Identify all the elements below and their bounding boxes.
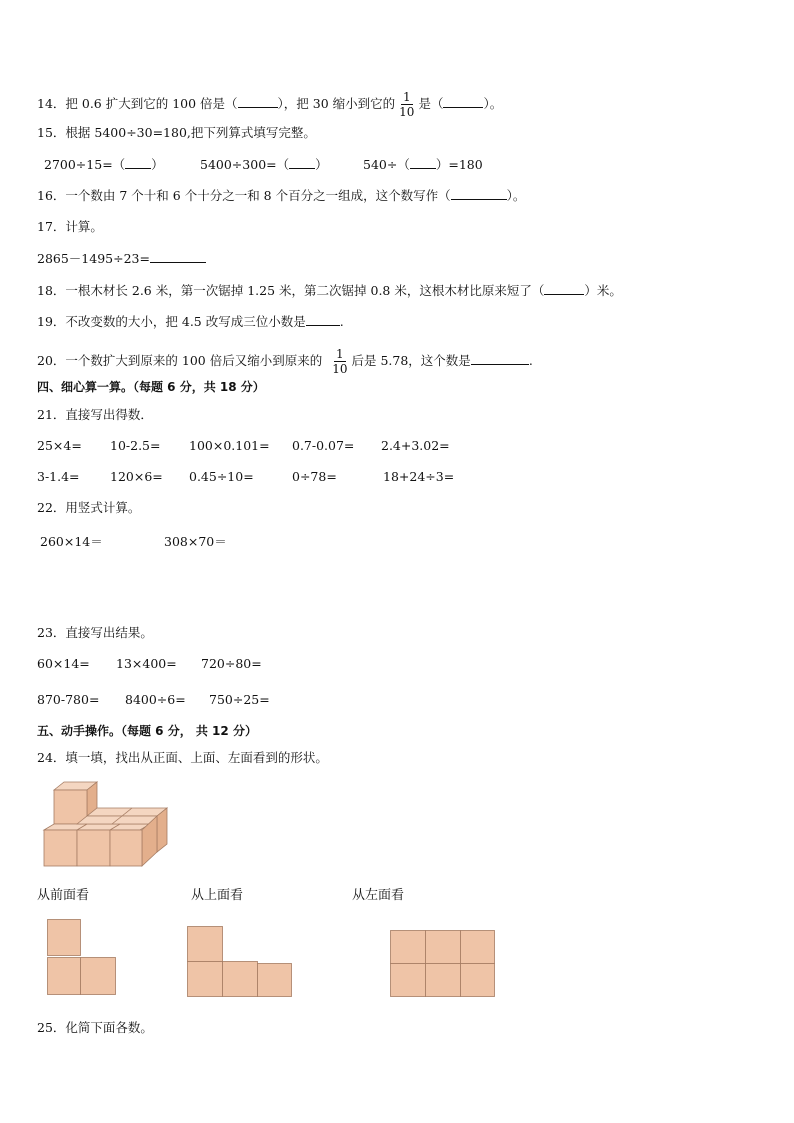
answer-blank[interactable] [306, 313, 340, 326]
calc-item: 8400÷6= [125, 692, 186, 707]
view-square [48, 920, 81, 956]
question-20: 20．一个数扩大到原来的 100 倍后又缩小到原来的 $\frac{1}{10}$ 后是 5.78，这个数是 . [37, 347, 533, 376]
q15-expr-2: 5400÷300=（ ） [200, 157, 328, 172]
question-17-expr: 2865－1495÷23= [37, 250, 206, 267]
answer-blank[interactable] [544, 282, 584, 295]
calc-item: 100×0.101= [189, 438, 270, 453]
question-16: 16．一个数由 7 个十和 6 个十分之一和 8 个百分之一组成，这个数写作（ ）。 [37, 188, 526, 203]
view-square [258, 964, 292, 997]
view-square [223, 962, 258, 997]
cube-front-face [77, 830, 110, 866]
answer-blank[interactable] [443, 95, 483, 108]
fraction: $\frac{1}{10}$ [332, 347, 348, 376]
answer-blank[interactable] [289, 156, 315, 169]
left-view-figure [390, 930, 496, 998]
calc-item: 2.4+3.02= [381, 438, 450, 453]
cube-side-face [157, 808, 167, 852]
question-18: 18．一根木材长 2.6 米，第一次锯掉 1.25 米，第二次锯掉 0.8 米，这根木材比原来短了（ ）米。 [37, 283, 622, 298]
answer-blank[interactable] [471, 352, 529, 365]
question-22-title: 22．用竖式计算。 [37, 500, 141, 515]
question-21-title: 21．直接写出得数． [37, 407, 153, 422]
calc-item: 18+24÷3= [383, 469, 455, 484]
cube-arrangement-figure [40, 780, 175, 870]
calc-item: 0.7-0.07= [292, 438, 355, 453]
section-5-heading: 五、动手操作。（每题 6 分， 共 12 分） [37, 724, 257, 738]
view-square [188, 927, 223, 962]
view-label-top: 从上面看 [191, 888, 244, 903]
calc-item: 3-1.4= [37, 469, 80, 484]
calc-item: 60×14= [37, 656, 90, 671]
vertical-calc-item: 260×14＝ [40, 534, 103, 549]
answer-blank[interactable] [451, 187, 507, 200]
view-label-left: 从左面看 [352, 888, 405, 903]
view-square [461, 964, 495, 997]
view-square [391, 931, 426, 964]
calc-item: 0÷78= [292, 469, 337, 484]
calc-item: 720÷80= [201, 656, 262, 671]
calc-item: 870-780= [37, 692, 100, 707]
calc-item: 25×4= [37, 438, 82, 453]
cube-top-face [44, 824, 150, 830]
question-23-title: 23．直接写出结果。 [37, 625, 153, 640]
calc-item: 10-2.5= [110, 438, 161, 453]
question-25-title: 25．化简下面各数。 [37, 1020, 153, 1035]
calc-item: 13×400= [116, 656, 177, 671]
question-17-title: 17．计算。 [37, 219, 103, 234]
answer-blank[interactable] [125, 156, 151, 169]
question-24-title: 24．填一填，找出从正面、上面、左面看到的形状。 [37, 750, 328, 765]
view-square [48, 958, 81, 995]
view-square [81, 958, 116, 995]
section-4-heading: 四、细心算一算。（每题 6 分，共 18 分） [37, 380, 265, 394]
view-square [188, 962, 223, 997]
q15-expr-3: 540÷（ ）=180 [363, 157, 483, 172]
view-square [391, 964, 426, 997]
fraction: $\frac{1}{10}$ [399, 90, 415, 119]
answer-blank[interactable] [410, 156, 436, 169]
front-view-figure [47, 919, 117, 995]
view-square [426, 964, 461, 997]
calc-item: 0.45÷10= [189, 469, 254, 484]
view-square [461, 931, 495, 964]
cube-front-face [54, 790, 87, 824]
cube-front-face [44, 830, 77, 866]
top-view-figure [187, 926, 293, 998]
calc-item: 120×6= [110, 469, 163, 484]
question-15-title: 15．根据 5400÷30=180,把下列算式填写完整。 [37, 125, 316, 140]
calc-item: 750÷25= [209, 692, 270, 707]
view-square [426, 931, 461, 964]
question-14: 14．把 0.6 扩大到它的 100 倍是（ ），把 30 缩小到它的 $\frac{1}{10}$ 是（ ）。 [37, 90, 503, 119]
vertical-calc-item: 308×70＝ [164, 534, 227, 549]
answer-blank[interactable] [238, 95, 278, 108]
answer-blank[interactable] [150, 250, 206, 263]
q15-expr-1: 2700÷15=（ ） [44, 157, 164, 172]
question-19: 19．不改变数的大小，把 4.5 改写成三位小数是 . [37, 314, 344, 329]
cube-front-face [110, 830, 142, 866]
view-label-front: 从前面看 [37, 888, 90, 903]
